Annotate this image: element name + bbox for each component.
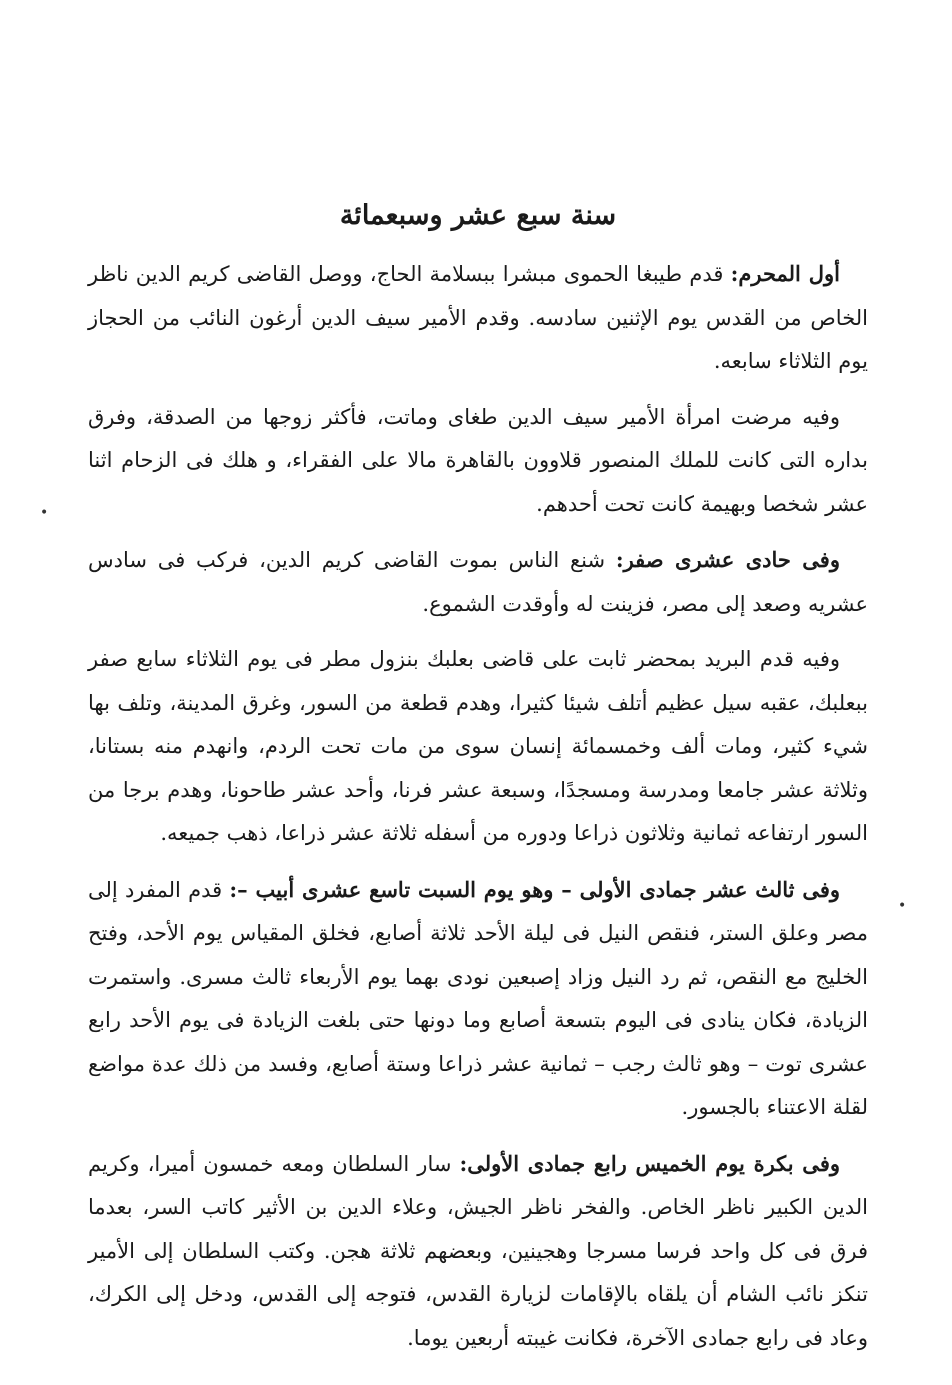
paragraph-text: وفيه قدم البريد بمحضر ثابت على قاضى بعلبك بنزول مطر فى يوم الثلاثاء سابع صفر ببعلبك، عقبه سيل عظيم أتلف شيئا كثيرا، وهدم قطعة من السور، وغرق المدينة، وتلف بها شيء كثير، ومات ألف وخمسمائة إنسان سوى من مات تحت الردم، وانهدم منه بستانا، وثلاثة عشر جامعا ومدرسة ومسجدًا، وسبعة عشر فرنا، وأحد عشر طاحونا، وهدم برجا من السور ارتفاعه ثمانية وثلاثون ذراعا ودوره من أسفله ثلاثة عشر ذراعا، ذهب جميعه. — [88, 647, 868, 845]
paragraph-text: وفيه مرضت امرأة الأمير سيف الدين طغاى وماتت، فأكثر زوجها من الصدقة، وفرق بداره التى كانت للملك المنصور قلاوون بالقاهرة مالا على الفقراء، و هلك فى الزحام اثنا عشر شخصا وبهيمة كانت تحت أحدهم. — [88, 404, 868, 516]
paragraph-lead: وفى حادى عشرى صفر: — [615, 547, 840, 572]
section-title: سنة سبع عشر وسبعمائة — [339, 200, 617, 231]
margin-dot: • — [898, 898, 907, 914]
paragraph-text: قدم طيبغا الحموى مبشرا ببسلامة الحاج، ووصل القاضى كريم الدين ناظر الخاص من القدس يوم الإثنين سادسه. وقدم الأمير سيف الدين أرغون النائب من الحجاز يوم الثلاثاء سابعه. — [88, 262, 868, 373]
paragraph-text: قدم المفرد إلى مصر وعلق الستر، فنقص النيل فى ليلة الأحد ثلاثة أصابع، فخلق المقياس يوم الأحد، وفتح الخليج مع النقص، ثم رد النيل وزاد إصبعين نودى بهما يوم الأربعاء ثالث مسرى. واستمرت الزيادة، فكان ينادى فى اليوم بتسعة أصابع وما دونها حتى بلغت الزيادة فى يوم الأحد رابع عشرى توت – وهو ثالث رجب – ثمانية عشر ذراعا وستة أصابع، وفسد من ذلك عدة مواضع لقلة الاعتناء بالجسور. — [88, 877, 868, 1119]
paragraph-5 — [88, 868, 868, 1130]
paragraph-6 — [88, 1142, 868, 1361]
margin-dot: • — [40, 505, 49, 521]
paragraph-1 — [88, 252, 868, 384]
document-page — [88, 190, 868, 1370]
paragraph-lead: وفى بكرة يوم الخميس رابع جمادى الأولى: — [459, 1150, 840, 1176]
paragraph-2 — [88, 396, 868, 527]
paragraph-4 — [88, 638, 868, 856]
paragraph-lead: وفى ثالث عشر جمادى الأولى – وهو يوم السبت تاسع عشرى أبيب –: — [229, 876, 840, 902]
paragraph-text: شنع الناس بموت القاضى كريم الدين، فركب فى سادس عشريه وصعد إلى مصر، فزينت له وأوقدت الشموع. — [88, 548, 868, 616]
paragraph-3 — [88, 538, 868, 626]
paragraph-text: سار السلطان ومعه خمسون أميرا، وكريم الدين الكبير ناظر الخاص. والفخر ناظر الجيش، وعلاء الدين بن الأثير كاتب السر، بعدما فرق فى كل واحد فرسا مسرجا وهجينين، وبعضهم ثلاثة هجن. وكتب السلطان إلى الأمير تنكز نائب الشام أن يلقاه بالإقامات لزيارة القدس، فتوجه إلى القدس، ودخل إلى الكرك، وعاد فى رابع جمادى الآخرة، فكانت غيبته أربعين يوما. — [88, 1151, 868, 1350]
paragraph-lead: أول المحرم: — [730, 261, 840, 286]
